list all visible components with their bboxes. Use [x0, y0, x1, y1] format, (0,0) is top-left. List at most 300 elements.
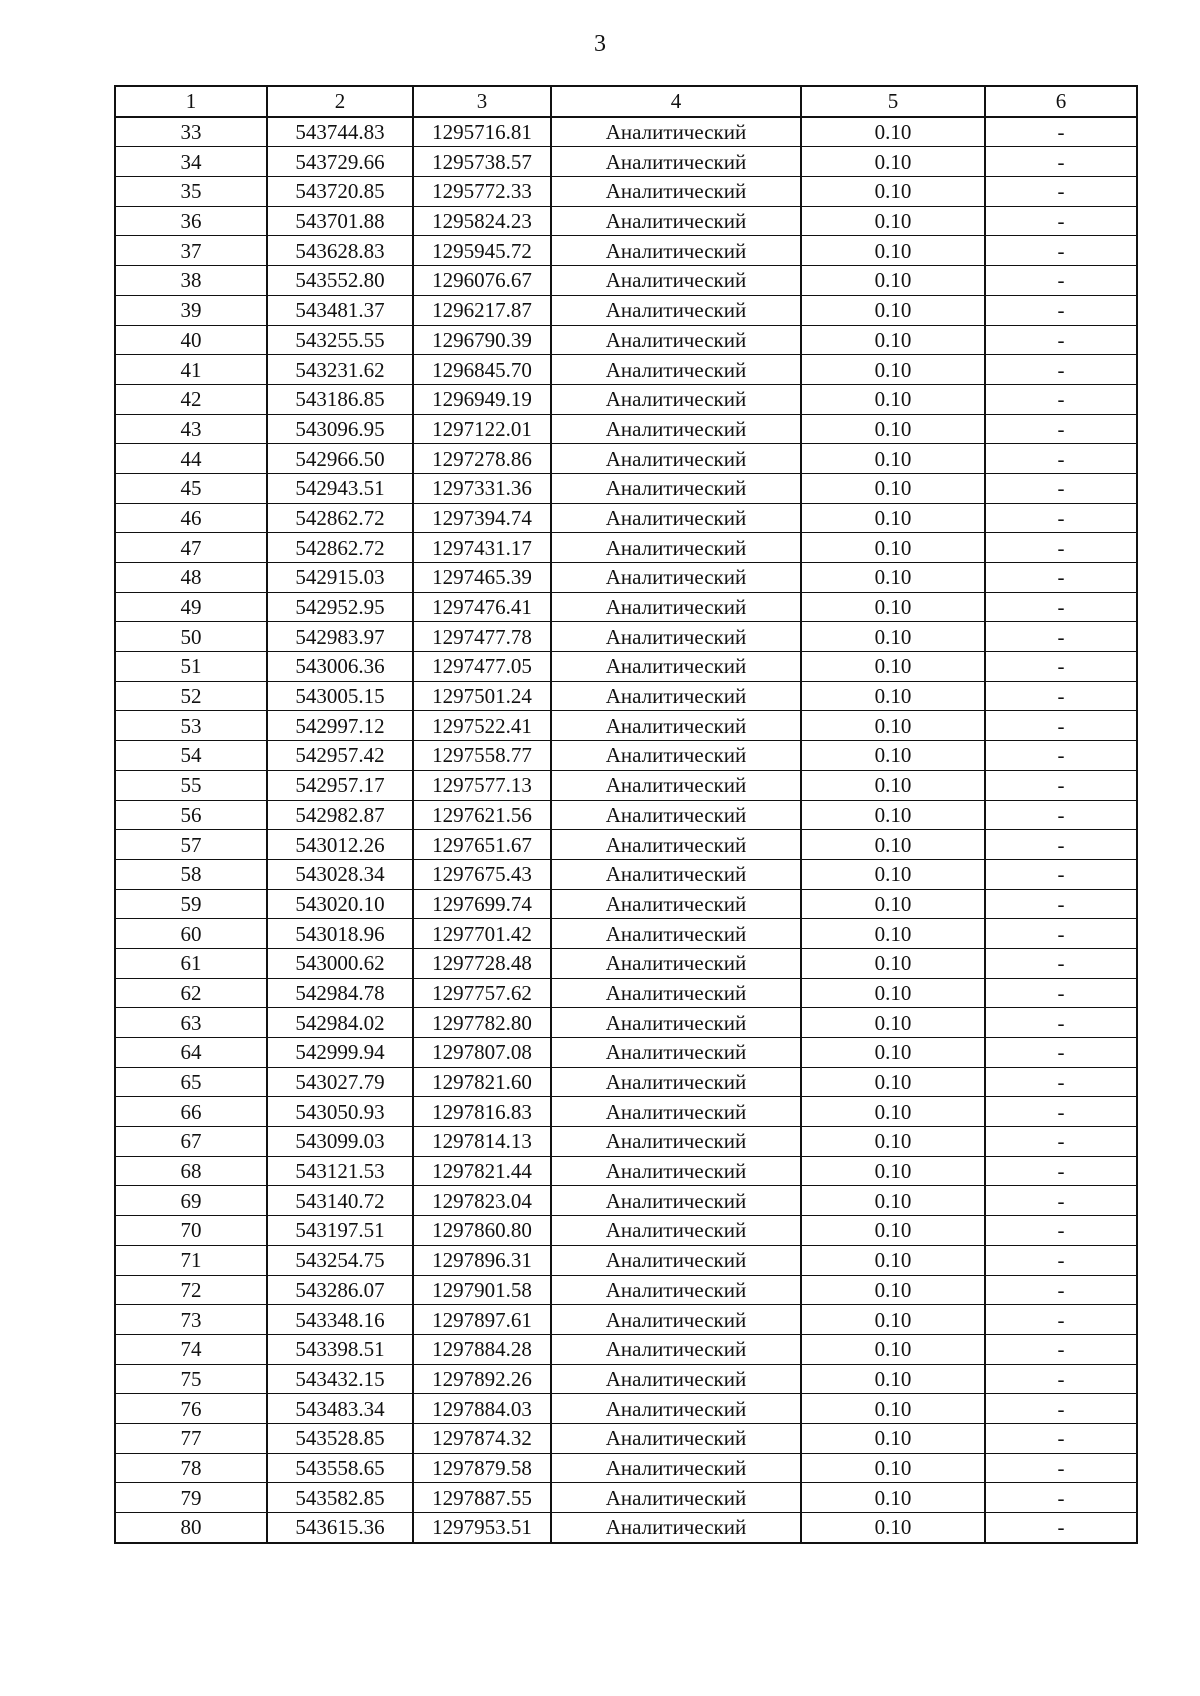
accuracy-cell: 0.10	[801, 295, 985, 325]
point-number-cell: 44	[115, 444, 267, 474]
x-coordinate-cell: 543483.34	[267, 1394, 413, 1424]
point-number-cell: 35	[115, 177, 267, 207]
y-coordinate-cell: 1295716.81	[413, 117, 551, 147]
accuracy-cell: 0.10	[801, 1008, 985, 1038]
method-cell: Аналитический	[551, 147, 801, 177]
x-coordinate-cell: 542984.02	[267, 1008, 413, 1038]
table-row	[115, 1483, 1137, 1513]
note-cell: -	[985, 1186, 1137, 1216]
accuracy-cell: 0.10	[801, 1334, 985, 1364]
note-cell: -	[985, 1038, 1137, 1068]
method-cell: Аналитический	[551, 117, 801, 147]
note-cell: -	[985, 177, 1137, 207]
table-row	[115, 770, 1137, 800]
accuracy-cell: 0.10	[801, 978, 985, 1008]
table-row	[115, 1334, 1137, 1364]
x-coordinate-cell: 543140.72	[267, 1186, 413, 1216]
method-cell: Аналитический	[551, 177, 801, 207]
x-coordinate-cell: 542966.50	[267, 444, 413, 474]
point-number-cell: 62	[115, 978, 267, 1008]
point-number-cell: 43	[115, 414, 267, 444]
x-coordinate-cell: 543050.93	[267, 1097, 413, 1127]
x-coordinate-cell: 542982.87	[267, 800, 413, 830]
note-cell: -	[985, 652, 1137, 682]
point-number-cell: 60	[115, 919, 267, 949]
x-coordinate-cell: 542862.72	[267, 503, 413, 533]
accuracy-cell: 0.10	[801, 592, 985, 622]
x-coordinate-cell: 542984.78	[267, 978, 413, 1008]
accuracy-cell: 0.10	[801, 384, 985, 414]
table-body	[115, 117, 1137, 1543]
table-row	[115, 384, 1137, 414]
point-number-cell: 40	[115, 325, 267, 355]
accuracy-cell: 0.10	[801, 1483, 985, 1513]
x-coordinate-cell: 543528.85	[267, 1423, 413, 1453]
x-coordinate-cell: 542862.72	[267, 533, 413, 563]
x-coordinate-cell: 542957.42	[267, 741, 413, 771]
y-coordinate-cell: 1297476.41	[413, 592, 551, 622]
point-number-cell: 74	[115, 1334, 267, 1364]
y-coordinate-cell: 1297896.31	[413, 1245, 551, 1275]
point-number-cell: 78	[115, 1453, 267, 1483]
table-row	[115, 1156, 1137, 1186]
y-coordinate-cell: 1297431.17	[413, 533, 551, 563]
point-number-cell: 72	[115, 1275, 267, 1305]
point-number-cell: 33	[115, 117, 267, 147]
note-cell: -	[985, 1156, 1137, 1186]
x-coordinate-cell: 542999.94	[267, 1038, 413, 1068]
point-number-cell: 64	[115, 1038, 267, 1068]
note-cell: -	[985, 117, 1137, 147]
y-coordinate-cell: 1297394.74	[413, 503, 551, 533]
point-number-cell: 50	[115, 622, 267, 652]
y-coordinate-cell: 1296949.19	[413, 384, 551, 414]
accuracy-cell: 0.10	[801, 622, 985, 652]
x-coordinate-cell: 543628.83	[267, 236, 413, 266]
note-cell: -	[985, 711, 1137, 741]
point-number-cell: 73	[115, 1305, 267, 1335]
method-cell: Аналитический	[551, 444, 801, 474]
note-cell: -	[985, 1394, 1137, 1424]
table-row	[115, 444, 1137, 474]
method-cell: Аналитический	[551, 206, 801, 236]
point-number-cell: 49	[115, 592, 267, 622]
method-cell: Аналитический	[551, 889, 801, 919]
accuracy-cell: 0.10	[801, 652, 985, 682]
accuracy-cell: 0.10	[801, 1186, 985, 1216]
table-row	[115, 1275, 1137, 1305]
note-cell: -	[985, 919, 1137, 949]
table-row	[115, 1423, 1137, 1453]
point-number-cell: 46	[115, 503, 267, 533]
table-row	[115, 533, 1137, 563]
y-coordinate-cell: 1297901.58	[413, 1275, 551, 1305]
table-row	[115, 355, 1137, 385]
point-number-cell: 77	[115, 1423, 267, 1453]
accuracy-cell: 0.10	[801, 1156, 985, 1186]
method-cell: Аналитический	[551, 1483, 801, 1513]
x-coordinate-cell: 543582.85	[267, 1483, 413, 1513]
note-cell: -	[985, 1453, 1137, 1483]
point-number-cell: 79	[115, 1483, 267, 1513]
accuracy-cell: 0.10	[801, 741, 985, 771]
method-cell: Аналитический	[551, 1423, 801, 1453]
method-cell: Аналитический	[551, 741, 801, 771]
y-coordinate-cell: 1297887.55	[413, 1483, 551, 1513]
x-coordinate-cell: 543615.36	[267, 1513, 413, 1543]
point-number-cell: 34	[115, 147, 267, 177]
x-coordinate-cell: 542943.51	[267, 473, 413, 503]
point-number-cell: 71	[115, 1245, 267, 1275]
note-cell: -	[985, 978, 1137, 1008]
x-coordinate-cell: 543121.53	[267, 1156, 413, 1186]
point-number-cell: 39	[115, 295, 267, 325]
column-header: 1	[115, 86, 267, 117]
column-header: 3	[413, 86, 551, 117]
x-coordinate-cell: 543028.34	[267, 859, 413, 889]
x-coordinate-cell: 543744.83	[267, 117, 413, 147]
point-number-cell: 75	[115, 1364, 267, 1394]
y-coordinate-cell: 1297807.08	[413, 1038, 551, 1068]
accuracy-cell: 0.10	[801, 355, 985, 385]
point-number-cell: 67	[115, 1127, 267, 1157]
point-number-cell: 63	[115, 1008, 267, 1038]
x-coordinate-cell: 543558.65	[267, 1453, 413, 1483]
x-coordinate-cell: 543432.15	[267, 1364, 413, 1394]
method-cell: Аналитический	[551, 355, 801, 385]
point-number-cell: 70	[115, 1216, 267, 1246]
accuracy-cell: 0.10	[801, 1067, 985, 1097]
x-coordinate-cell: 543255.55	[267, 325, 413, 355]
table-row	[115, 859, 1137, 889]
method-cell: Аналитический	[551, 1067, 801, 1097]
x-coordinate-cell: 543027.79	[267, 1067, 413, 1097]
method-cell: Аналитический	[551, 859, 801, 889]
method-cell: Аналитический	[551, 948, 801, 978]
table-row	[115, 889, 1137, 919]
y-coordinate-cell: 1297501.24	[413, 681, 551, 711]
x-coordinate-cell: 543020.10	[267, 889, 413, 919]
table-row	[115, 800, 1137, 830]
method-cell: Аналитический	[551, 1038, 801, 1068]
accuracy-cell: 0.10	[801, 1216, 985, 1246]
y-coordinate-cell: 1297757.62	[413, 978, 551, 1008]
table-row	[115, 711, 1137, 741]
x-coordinate-cell: 542983.97	[267, 622, 413, 652]
column-header: 4	[551, 86, 801, 117]
method-cell: Аналитический	[551, 325, 801, 355]
accuracy-cell: 0.10	[801, 1097, 985, 1127]
y-coordinate-cell: 1296217.87	[413, 295, 551, 325]
y-coordinate-cell: 1297821.60	[413, 1067, 551, 1097]
table-row	[115, 681, 1137, 711]
column-header: 6	[985, 86, 1137, 117]
y-coordinate-cell: 1297884.28	[413, 1334, 551, 1364]
point-number-cell: 59	[115, 889, 267, 919]
table-row	[115, 1513, 1137, 1543]
y-coordinate-cell: 1297577.13	[413, 770, 551, 800]
note-cell: -	[985, 355, 1137, 385]
note-cell: -	[985, 473, 1137, 503]
y-coordinate-cell: 1297782.80	[413, 1008, 551, 1038]
accuracy-cell: 0.10	[801, 770, 985, 800]
method-cell: Аналитический	[551, 1334, 801, 1364]
note-cell: -	[985, 1097, 1137, 1127]
method-cell: Аналитический	[551, 652, 801, 682]
method-cell: Аналитический	[551, 711, 801, 741]
point-number-cell: 38	[115, 266, 267, 296]
x-coordinate-cell: 543096.95	[267, 414, 413, 444]
y-coordinate-cell: 1296845.70	[413, 355, 551, 385]
method-cell: Аналитический	[551, 830, 801, 860]
table-row	[115, 206, 1137, 236]
note-cell: -	[985, 236, 1137, 266]
accuracy-cell: 0.10	[801, 1453, 985, 1483]
y-coordinate-cell: 1297892.26	[413, 1364, 551, 1394]
x-coordinate-cell: 543006.36	[267, 652, 413, 682]
accuracy-cell: 0.10	[801, 919, 985, 949]
y-coordinate-cell: 1297816.83	[413, 1097, 551, 1127]
point-number-cell: 76	[115, 1394, 267, 1424]
table-row	[115, 1097, 1137, 1127]
accuracy-cell: 0.10	[801, 889, 985, 919]
accuracy-cell: 0.10	[801, 266, 985, 296]
y-coordinate-cell: 1297728.48	[413, 948, 551, 978]
x-coordinate-cell: 543348.16	[267, 1305, 413, 1335]
note-cell: -	[985, 503, 1137, 533]
x-coordinate-cell: 543701.88	[267, 206, 413, 236]
y-coordinate-cell: 1297621.56	[413, 800, 551, 830]
x-coordinate-cell: 543197.51	[267, 1216, 413, 1246]
table-row	[115, 295, 1137, 325]
note-cell: -	[985, 325, 1137, 355]
x-coordinate-cell: 543398.51	[267, 1334, 413, 1364]
table-row	[115, 1216, 1137, 1246]
table-row	[115, 919, 1137, 949]
table-row	[115, 1305, 1137, 1335]
note-cell: -	[985, 1245, 1137, 1275]
method-cell: Аналитический	[551, 414, 801, 444]
table-row	[115, 1394, 1137, 1424]
table-row	[115, 177, 1137, 207]
note-cell: -	[985, 800, 1137, 830]
note-cell: -	[985, 622, 1137, 652]
table-row	[115, 830, 1137, 860]
table-row	[115, 266, 1137, 296]
method-cell: Аналитический	[551, 800, 801, 830]
y-coordinate-cell: 1297884.03	[413, 1394, 551, 1424]
point-number-cell: 80	[115, 1513, 267, 1543]
accuracy-cell: 0.10	[801, 1364, 985, 1394]
accuracy-cell: 0.10	[801, 1038, 985, 1068]
accuracy-cell: 0.10	[801, 1423, 985, 1453]
x-coordinate-cell: 543720.85	[267, 177, 413, 207]
note-cell: -	[985, 295, 1137, 325]
point-number-cell: 55	[115, 770, 267, 800]
table-row	[115, 1186, 1137, 1216]
x-coordinate-cell: 542997.12	[267, 711, 413, 741]
method-cell: Аналитический	[551, 1453, 801, 1483]
note-cell: -	[985, 414, 1137, 444]
x-coordinate-cell: 543481.37	[267, 295, 413, 325]
method-cell: Аналитический	[551, 1216, 801, 1246]
table-row	[115, 236, 1137, 266]
note-cell: -	[985, 533, 1137, 563]
point-number-cell: 45	[115, 473, 267, 503]
note-cell: -	[985, 1067, 1137, 1097]
point-number-cell: 36	[115, 206, 267, 236]
point-number-cell: 53	[115, 711, 267, 741]
accuracy-cell: 0.10	[801, 533, 985, 563]
table-row	[115, 325, 1137, 355]
note-cell: -	[985, 1216, 1137, 1246]
point-number-cell: 56	[115, 800, 267, 830]
method-cell: Аналитический	[551, 1186, 801, 1216]
table-header-row	[115, 86, 1137, 117]
table-row	[115, 622, 1137, 652]
table-row	[115, 503, 1137, 533]
page-number: 3	[594, 31, 606, 57]
note-cell: -	[985, 1423, 1137, 1453]
y-coordinate-cell: 1297331.36	[413, 473, 551, 503]
accuracy-cell: 0.10	[801, 681, 985, 711]
y-coordinate-cell: 1297558.77	[413, 741, 551, 771]
table-row	[115, 563, 1137, 593]
note-cell: -	[985, 681, 1137, 711]
note-cell: -	[985, 1364, 1137, 1394]
x-coordinate-cell: 543099.03	[267, 1127, 413, 1157]
x-coordinate-cell: 542915.03	[267, 563, 413, 593]
method-cell: Аналитический	[551, 1156, 801, 1186]
note-cell: -	[985, 563, 1137, 593]
x-coordinate-cell: 543254.75	[267, 1245, 413, 1275]
accuracy-cell: 0.10	[801, 948, 985, 978]
table-row	[115, 1245, 1137, 1275]
table-row	[115, 1453, 1137, 1483]
x-coordinate-cell: 543000.62	[267, 948, 413, 978]
x-coordinate-cell: 543005.15	[267, 681, 413, 711]
note-cell: -	[985, 830, 1137, 860]
accuracy-cell: 0.10	[801, 503, 985, 533]
y-coordinate-cell: 1295772.33	[413, 177, 551, 207]
note-cell: -	[985, 1008, 1137, 1038]
method-cell: Аналитический	[551, 563, 801, 593]
y-coordinate-cell: 1297477.78	[413, 622, 551, 652]
accuracy-cell: 0.10	[801, 325, 985, 355]
y-coordinate-cell: 1297821.44	[413, 1156, 551, 1186]
method-cell: Аналитический	[551, 622, 801, 652]
accuracy-cell: 0.10	[801, 473, 985, 503]
x-coordinate-cell: 543018.96	[267, 919, 413, 949]
method-cell: Аналитический	[551, 978, 801, 1008]
accuracy-cell: 0.10	[801, 414, 985, 444]
point-number-cell: 52	[115, 681, 267, 711]
point-number-cell: 66	[115, 1097, 267, 1127]
note-cell: -	[985, 859, 1137, 889]
y-coordinate-cell: 1297699.74	[413, 889, 551, 919]
method-cell: Аналитический	[551, 1364, 801, 1394]
y-coordinate-cell: 1297897.61	[413, 1305, 551, 1335]
x-coordinate-cell: 543231.62	[267, 355, 413, 385]
y-coordinate-cell: 1297814.13	[413, 1127, 551, 1157]
y-coordinate-cell: 1296076.67	[413, 266, 551, 296]
table-row	[115, 1038, 1137, 1068]
accuracy-cell: 0.10	[801, 444, 985, 474]
note-cell: -	[985, 206, 1137, 236]
note-cell: -	[985, 147, 1137, 177]
note-cell: -	[985, 266, 1137, 296]
point-number-cell: 42	[115, 384, 267, 414]
method-cell: Аналитический	[551, 533, 801, 563]
y-coordinate-cell: 1297823.04	[413, 1186, 551, 1216]
method-cell: Аналитический	[551, 473, 801, 503]
note-cell: -	[985, 1483, 1137, 1513]
point-number-cell: 69	[115, 1186, 267, 1216]
method-cell: Аналитический	[551, 1097, 801, 1127]
method-cell: Аналитический	[551, 592, 801, 622]
point-number-cell: 37	[115, 236, 267, 266]
method-cell: Аналитический	[551, 919, 801, 949]
accuracy-cell: 0.10	[801, 1245, 985, 1275]
accuracy-cell: 0.10	[801, 563, 985, 593]
point-number-cell: 47	[115, 533, 267, 563]
note-cell: -	[985, 770, 1137, 800]
y-coordinate-cell: 1297465.39	[413, 563, 551, 593]
y-coordinate-cell: 1297122.01	[413, 414, 551, 444]
method-cell: Аналитический	[551, 770, 801, 800]
note-cell: -	[985, 741, 1137, 771]
table-row	[115, 147, 1137, 177]
y-coordinate-cell: 1297953.51	[413, 1513, 551, 1543]
method-cell: Аналитический	[551, 1245, 801, 1275]
note-cell: -	[985, 1275, 1137, 1305]
accuracy-cell: 0.10	[801, 800, 985, 830]
table-row	[115, 117, 1137, 147]
note-cell: -	[985, 444, 1137, 474]
y-coordinate-cell: 1296790.39	[413, 325, 551, 355]
y-coordinate-cell: 1297874.32	[413, 1423, 551, 1453]
method-cell: Аналитический	[551, 1305, 801, 1335]
accuracy-cell: 0.10	[801, 147, 985, 177]
point-number-cell: 65	[115, 1067, 267, 1097]
note-cell: -	[985, 1513, 1137, 1543]
point-number-cell: 58	[115, 859, 267, 889]
point-number-cell: 57	[115, 830, 267, 860]
point-number-cell: 48	[115, 563, 267, 593]
accuracy-cell: 0.10	[801, 236, 985, 266]
x-coordinate-cell: 543729.66	[267, 147, 413, 177]
x-coordinate-cell: 543012.26	[267, 830, 413, 860]
table-row	[115, 1364, 1137, 1394]
note-cell: -	[985, 592, 1137, 622]
x-coordinate-cell: 543186.85	[267, 384, 413, 414]
y-coordinate-cell: 1295945.72	[413, 236, 551, 266]
point-number-cell: 54	[115, 741, 267, 771]
x-coordinate-cell: 542952.95	[267, 592, 413, 622]
accuracy-cell: 0.10	[801, 1513, 985, 1543]
x-coordinate-cell: 543286.07	[267, 1275, 413, 1305]
y-coordinate-cell: 1295824.23	[413, 206, 551, 236]
accuracy-cell: 0.10	[801, 859, 985, 889]
y-coordinate-cell: 1297860.80	[413, 1216, 551, 1246]
y-coordinate-cell: 1297879.58	[413, 1453, 551, 1483]
point-number-cell: 68	[115, 1156, 267, 1186]
accuracy-cell: 0.10	[801, 830, 985, 860]
column-header: 5	[801, 86, 985, 117]
method-cell: Аналитический	[551, 1513, 801, 1543]
note-cell: -	[985, 1334, 1137, 1364]
coordinates-table	[114, 85, 1138, 1544]
